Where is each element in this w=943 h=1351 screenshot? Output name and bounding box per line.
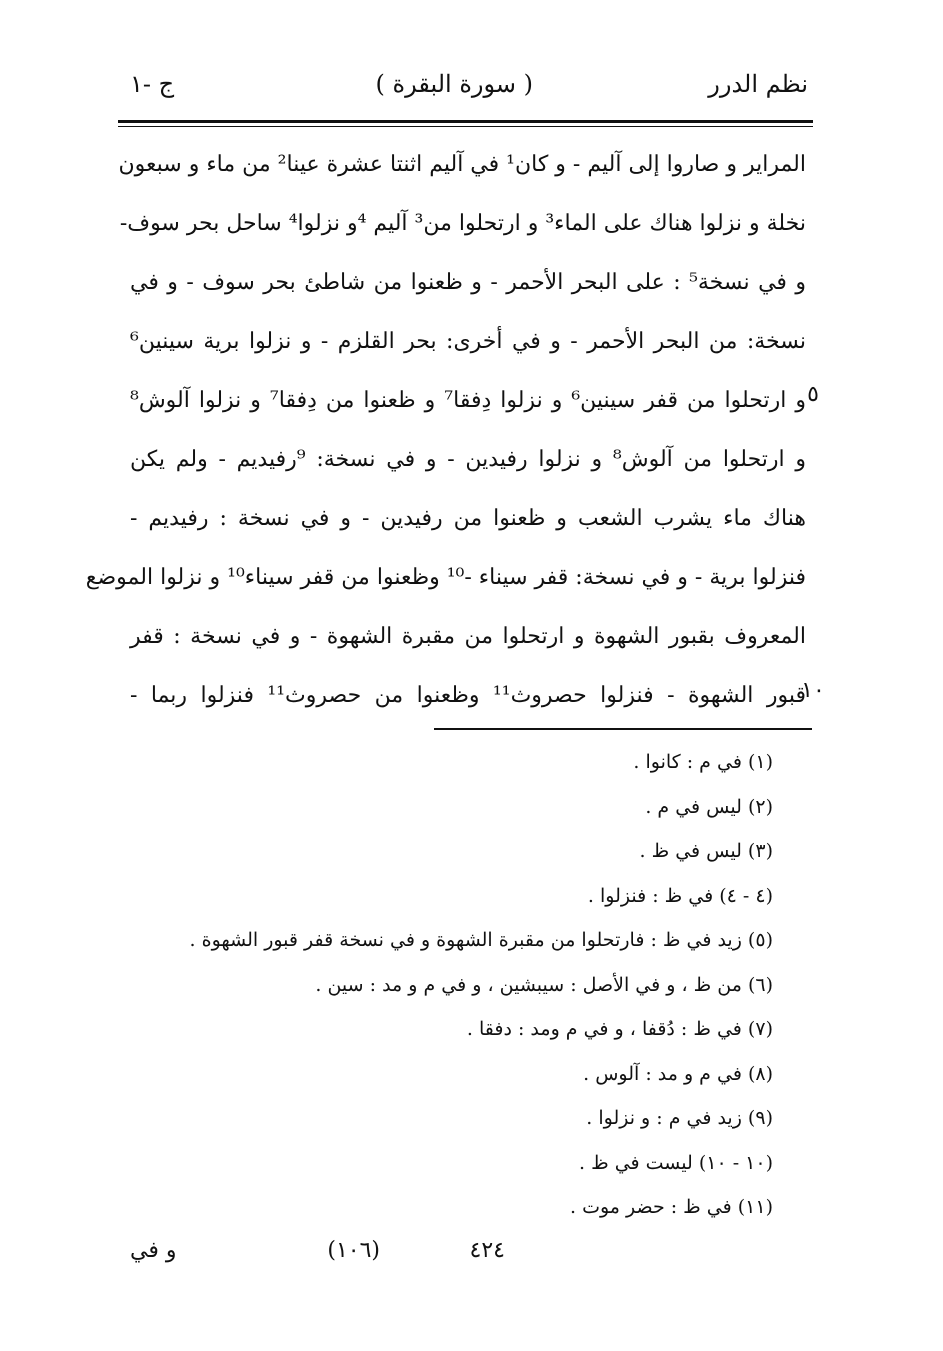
page-number: ٤٢٤: [469, 1238, 505, 1263]
line-number-10: ١٠: [801, 678, 825, 703]
footnote: (٤ - ٤) في ظ : فنزلوا .: [587, 884, 773, 907]
footnote: (٨) في م و مد : آلوس .: [583, 1062, 773, 1085]
footnote: (٩) زيد في م : و نزلوا .: [586, 1107, 773, 1129]
text-line: قبور الشهوة - فنزلوا حصروث¹¹ وظعنوا من حصروث¹¹ فنزلوا ربما -: [130, 683, 807, 708]
footnotes: [113, 740, 773, 1230]
text-line: هناك ماء يشرب الشعب و ظعنوا من رفيدين - و في نسخة : رفيديم -: [130, 506, 806, 531]
line-number-5: ٥: [807, 382, 819, 407]
text-line: و ارتحلوا من قفر سينين⁶ و نزلوا دِفقا⁷ و ظعنوا من دِفقا⁷ و نزلوا آلوش⁸: [130, 388, 806, 413]
volume-label: ج -١: [130, 70, 175, 98]
text-line: فنزلوا برية - و في نسخة: قفر سيناء -¹⁰ وظعنوا من قفر سيناء¹⁰ و نزلوا الموضع: [85, 565, 806, 590]
text-line: و في نسخة⁵ : على البحر الأحمر - و ظعنوا من شاطئ بحر سوف - و في: [130, 270, 806, 295]
header-rule-thin: [118, 126, 813, 127]
text-line: نسخة: من البحر الأحمر - و في أخرى: بحر القلزم - و نزلوا برية سينين⁶: [130, 329, 806, 354]
page-footer: [130, 1234, 690, 1274]
text-line: المعروف بقبور الشهوة و ارتحلوا من مقبرة الشهوة - و في نسخة : قفر: [130, 624, 806, 649]
footnote: (١٠ - ١٠) ليست في ظ .: [579, 1151, 773, 1174]
footnote: (٦) من ظ ، و في الأصل : سيبشين ، و في م و مد : سين .: [315, 973, 773, 996]
header-rule: [118, 120, 813, 123]
catchword: و في: [130, 1238, 177, 1263]
footnote: (٣) ليس في ظ .: [639, 840, 773, 862]
text-line: المراير و صاروا إلى آليم - و كان¹ في آليم اثنتا عشرة عينا² من ماء و سبعون: [118, 152, 806, 177]
main-text: [85, 135, 807, 725]
surah-title: ( سورة البقرة ): [375, 70, 533, 98]
text-line: و ارتحلوا من آلوش⁸ و نزلوا رفيدين - و في نسخة: ⁹رفيديم - ولم يكن: [130, 447, 807, 472]
page-header: [118, 62, 808, 110]
book-title: نظم الدرر: [708, 70, 808, 98]
footnote: (٧) في ظ : دُقفا ، و في م ومد : دفقا .: [466, 1018, 773, 1040]
footnote: (٥) زيد في ظ : فارتحلوا من مقبرة الشهوة و في نسخة قفر قبور الشهوة .: [189, 929, 773, 951]
footnote: (١١) في ظ : حضر موت .: [569, 1196, 773, 1218]
footnote: (١) في م : كانوا .: [633, 751, 773, 773]
original-page-number: (١٠٦): [327, 1238, 380, 1263]
footnote-rule: [434, 728, 812, 730]
footnote: (٢) ليس في م .: [645, 795, 773, 818]
text-line: نخلة و نزلوا هناك على الماء³ و ارتحلوا من³ آليم ⁴و نزلوا⁴ ساحل بحر سوف-: [119, 211, 806, 236]
